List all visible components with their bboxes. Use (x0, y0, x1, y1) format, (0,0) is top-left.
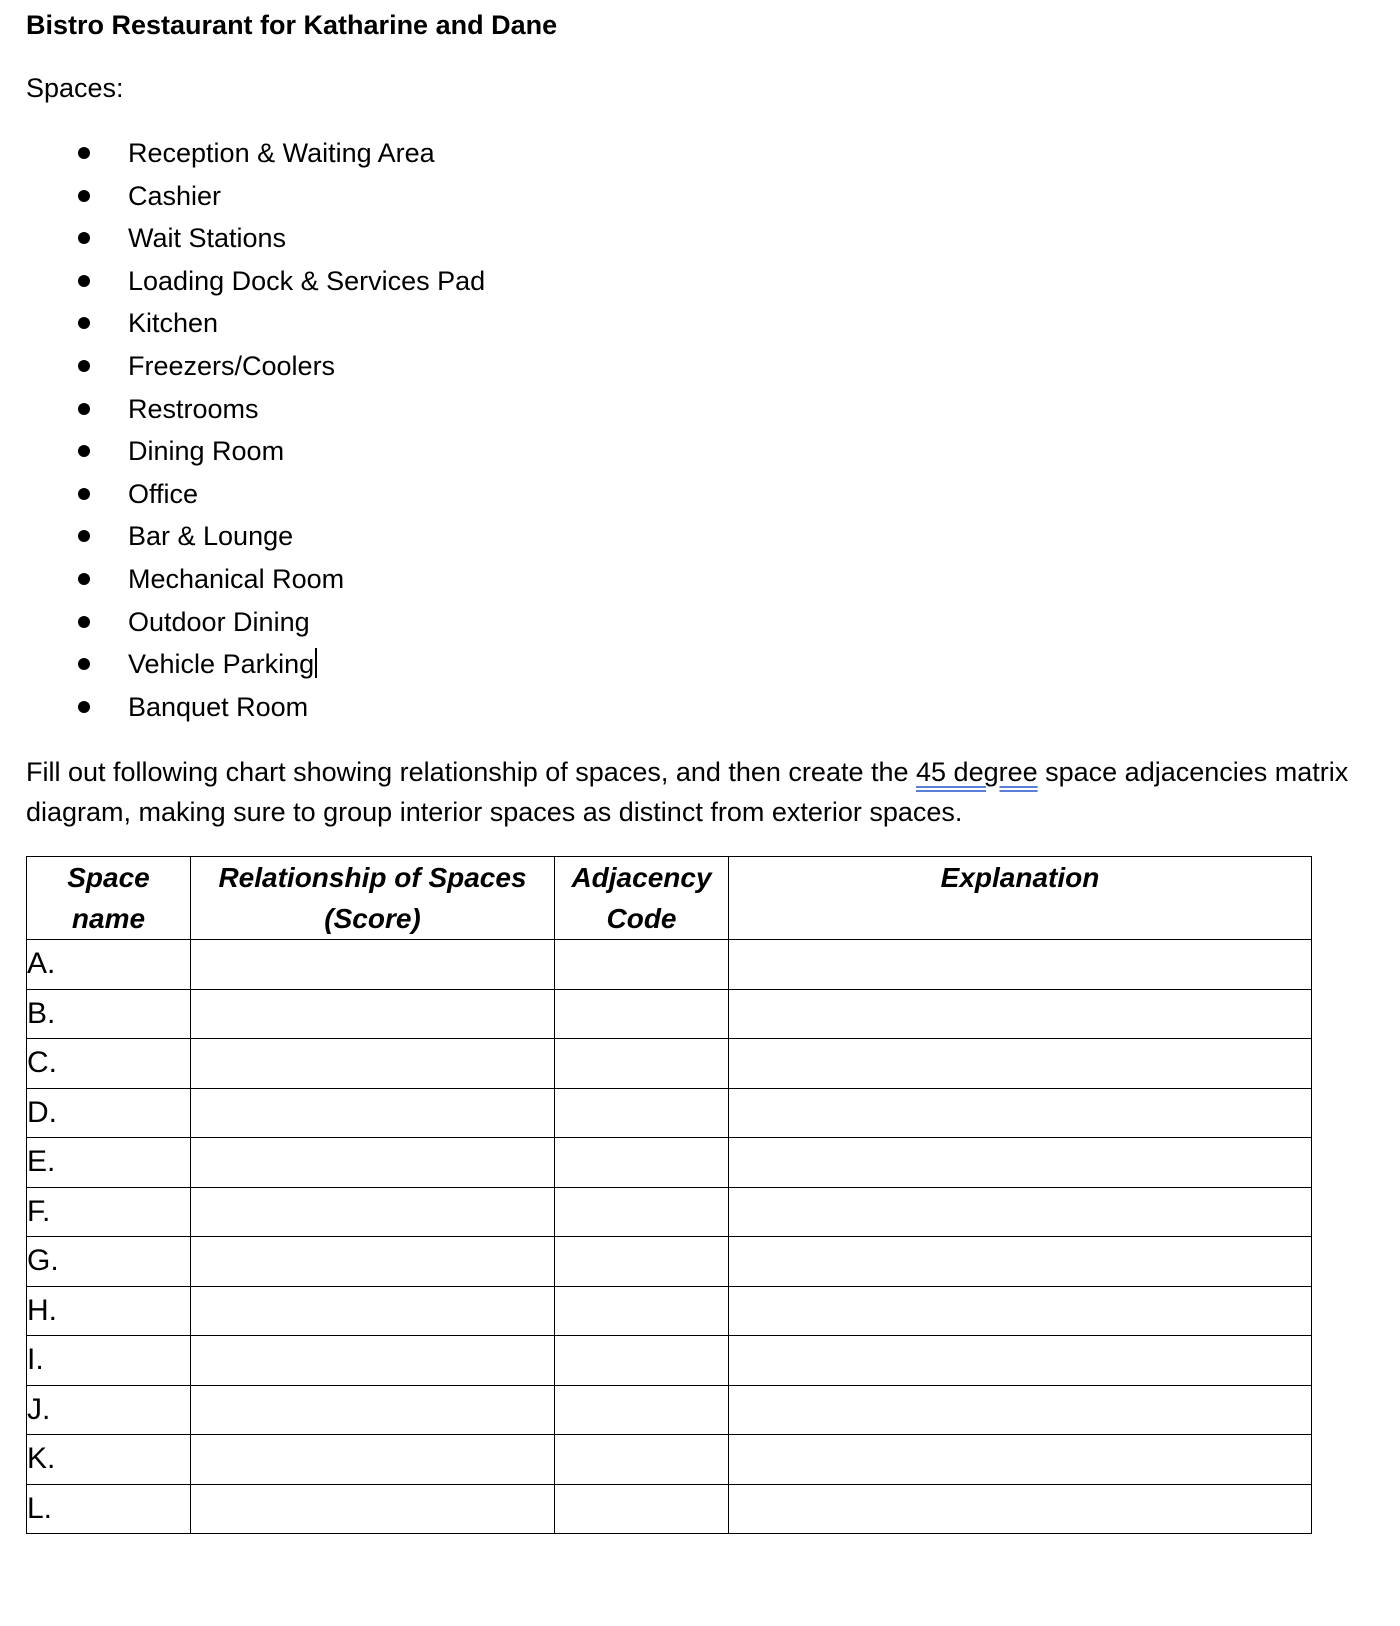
explanation-cell[interactable] (729, 1039, 1312, 1089)
relationship-cell[interactable] (191, 1435, 555, 1485)
table-row (27, 1435, 1312, 1485)
relationship-cell[interactable] (191, 1385, 555, 1435)
bullet-icon (78, 530, 90, 542)
explanation-cell[interactable] (729, 1237, 1312, 1287)
relationship-cell[interactable] (191, 940, 555, 990)
table-row (27, 1088, 1312, 1138)
explanation-cell[interactable] (729, 1187, 1312, 1237)
explanation-cell[interactable] (729, 1088, 1312, 1138)
document-title: Bistro Restaurant for Katharine and Dane (26, 10, 558, 40)
bullet-icon (78, 232, 90, 244)
table-row (27, 1484, 1312, 1534)
spaces-label: Spaces: (26, 73, 124, 103)
relationship-cell[interactable] (191, 1286, 555, 1336)
row-letter: K. (27, 1435, 191, 1485)
relationship-cell[interactable] (191, 1237, 555, 1287)
table-row (27, 940, 1312, 990)
explanation-cell[interactable] (729, 1286, 1312, 1336)
row-letter: A. (27, 940, 191, 990)
bullet-icon (78, 616, 90, 628)
header-space-name: Space name (27, 857, 191, 940)
bullet-icon (78, 360, 90, 372)
table-row (27, 1336, 1312, 1386)
header-relationship: Relationship of Spaces (Score) (191, 857, 555, 940)
relationship-cell[interactable] (191, 1336, 555, 1386)
table-row (27, 1385, 1312, 1435)
space-item-label: Dining Room (128, 436, 285, 467)
header-adjacency-code: Adjacency Code (555, 857, 729, 940)
instructions-paragraph (26, 752, 1356, 832)
adjacency-code-cell[interactable] (555, 1088, 729, 1138)
row-letter: C. (27, 1039, 191, 1089)
relationship-cell[interactable] (191, 1039, 555, 1089)
bullet-icon (78, 275, 90, 287)
bullet-icon (78, 701, 90, 713)
space-item-label: Reception & Waiting Area (128, 138, 435, 168)
table-row (27, 1039, 1312, 1089)
relationship-cell[interactable] (191, 989, 555, 1039)
row-letter: G. (27, 1237, 191, 1287)
row-letter: H. (27, 1286, 191, 1336)
adjacency-code-cell[interactable] (555, 1039, 729, 1089)
table-header-row (27, 857, 1312, 940)
space-item-label: Banquet Room (128, 691, 309, 722)
adjacency-code-cell[interactable] (555, 940, 729, 990)
bullet-icon (78, 445, 90, 457)
space-item-label: Freezers/Coolers (128, 350, 336, 381)
text-cursor (315, 648, 317, 678)
table-row (27, 1138, 1312, 1188)
row-letter: D. (27, 1088, 191, 1138)
explanation-cell[interactable] (729, 1385, 1312, 1435)
instructions-underlined-term: 45 degree (916, 757, 1038, 787)
bullet-icon (78, 658, 90, 670)
bullet-icon (78, 573, 90, 585)
table-row (27, 1286, 1312, 1336)
space-item-label: Office (128, 478, 199, 509)
explanation-cell[interactable] (729, 989, 1312, 1039)
adjacency-code-cell[interactable] (555, 1435, 729, 1485)
adjacency-code-cell[interactable] (555, 1385, 729, 1435)
table-row (27, 1237, 1312, 1287)
row-letter: E. (27, 1138, 191, 1188)
explanation-cell[interactable] (729, 1484, 1312, 1534)
adjacency-code-cell[interactable] (555, 1187, 729, 1237)
relationship-cell[interactable] (191, 1088, 555, 1138)
adjacency-table (26, 856, 1312, 1534)
row-letter: B. (27, 989, 191, 1039)
bullet-icon (78, 190, 90, 202)
adjacency-code-cell[interactable] (555, 1484, 729, 1534)
explanation-cell[interactable] (729, 1138, 1312, 1188)
bullet-icon (78, 147, 90, 159)
bullet-icon (78, 488, 90, 500)
instructions-text-after: space adjacencies matrix diagram, making sure to group interior spaces as distinct from exterior spaces. (26, 757, 1349, 827)
table-row (27, 989, 1312, 1039)
explanation-cell[interactable] (729, 1336, 1312, 1386)
row-letter: J. (27, 1385, 191, 1435)
bullet-icon (78, 317, 90, 329)
adjacency-code-cell[interactable] (555, 1336, 729, 1386)
explanation-cell[interactable] (729, 1435, 1312, 1485)
table-row (27, 1187, 1312, 1237)
instructions-text-before: Fill out following chart showing relationship of spaces, and then create the (26, 757, 917, 787)
space-item-label: Kitchen (128, 308, 219, 339)
space-item-label: Mechanical Room (128, 563, 345, 594)
row-letter: I. (27, 1336, 191, 1386)
space-item-label: Cashier (128, 180, 222, 211)
row-letter: F. (27, 1187, 191, 1237)
header-explanation: Explanation (729, 857, 1312, 940)
adjacency-code-cell[interactable] (555, 1138, 729, 1188)
adjacency-code-cell[interactable] (555, 989, 729, 1039)
adjacency-code-cell[interactable] (555, 1286, 729, 1336)
relationship-cell[interactable] (191, 1138, 555, 1188)
adjacency-code-cell[interactable] (555, 1237, 729, 1287)
relationship-cell[interactable] (191, 1484, 555, 1534)
space-item-label: Outdoor Dining (128, 606, 310, 637)
bullet-icon (78, 403, 90, 415)
row-letter: L. (27, 1484, 191, 1534)
space-item-with-cursor[interactable] (128, 643, 317, 686)
explanation-cell[interactable] (729, 940, 1312, 990)
space-item-label: Restrooms (128, 393, 259, 424)
relationship-cell[interactable] (191, 1187, 555, 1237)
space-item-label: Loading Dock & Services Pad (128, 265, 486, 296)
space-item-label: Vehicle Parking (128, 649, 315, 680)
space-item-label: Wait Stations (128, 223, 287, 254)
space-item-label: Bar & Lounge (128, 521, 294, 552)
